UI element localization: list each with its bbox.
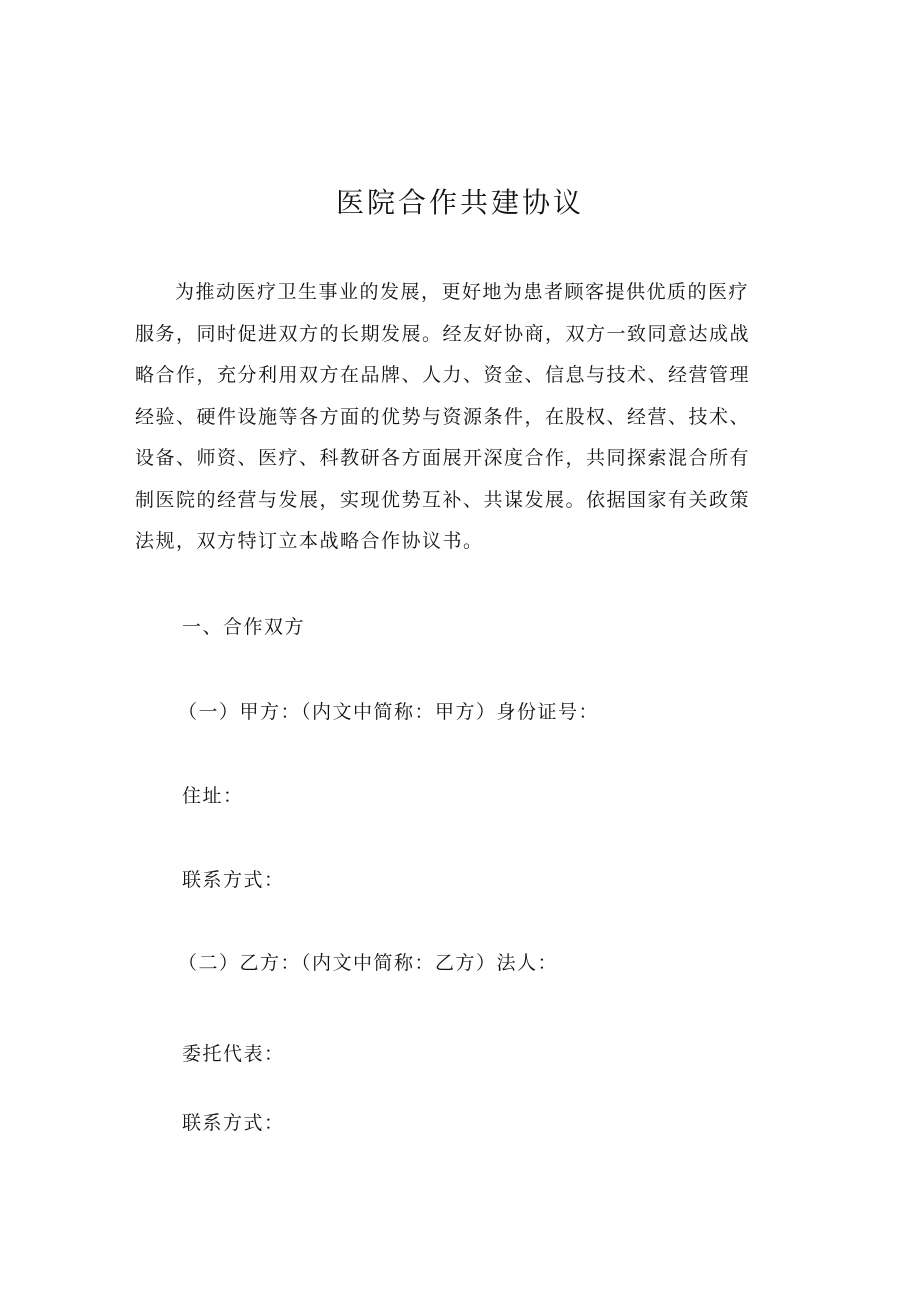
intro-line: 服务，同时促进双方的长期发展。经友好协商，双方一致同意达成战: [135, 322, 751, 345]
intro-line: 略合作，充分利用双方在品牌、人力、资金、信息与技术、经营管理: [135, 364, 751, 386]
intro-line: 经验、硬件设施等各方面的优势与资源条件，在股权、经营、技术、: [135, 405, 751, 428]
party-b-heading: （二）乙方：（内文中简称：乙方）法人：: [178, 952, 559, 974]
intro-line: 为推动医疗卫生事业的发展，更好地为患者顾客提供优质的医疗: [175, 281, 750, 303]
party-b-representative-label: 委托代表：: [182, 1043, 285, 1065]
party-a-address-label: 住址：: [182, 785, 244, 807]
document-title: 医院合作共建协议: [335, 186, 584, 219]
party-a-heading: （一）甲方：（内文中简称：甲方）身份证号：: [178, 701, 600, 723]
party-a-contact-label: 联系方式：: [182, 869, 285, 891]
intro-paragraph: [135, 272, 787, 563]
section-heading-parties: 一、合作双方: [182, 616, 306, 638]
intro-line: 制医院的经营与发展，实现优势互补、共谋发展。依据国家有关政策: [135, 488, 751, 511]
party-b-contact-label: 联系方式：: [182, 1112, 285, 1134]
intro-line: 法规，双方特订立本战略合作协议书。: [135, 530, 484, 552]
intro-line: 设备、师资、医疗、科教研各方面展开深度合作，共同探索混合所有: [135, 447, 751, 469]
